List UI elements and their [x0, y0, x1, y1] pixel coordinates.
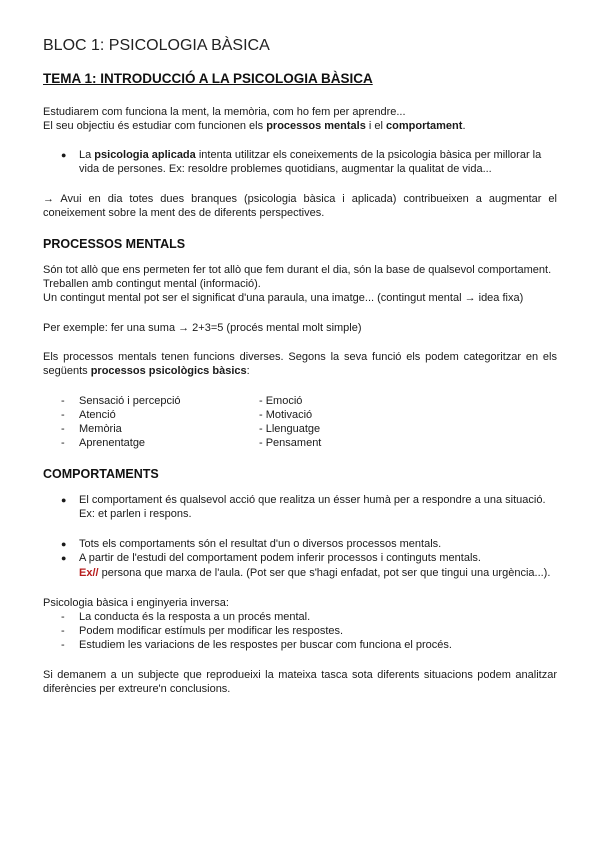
list-item: - Motivació	[259, 409, 313, 421]
list-dash: -	[61, 611, 65, 623]
list-item: - Emoció	[259, 395, 303, 407]
aplicada-text: intenta utilitzar els coneixements de la psicologia bàsica per millorar la	[195, 149, 542, 161]
processos-heading: PROCESSOS MENTALS	[43, 237, 186, 251]
comportaments-b2: Tots els comportaments són el resultat d'un o diversos processos mentals.	[79, 538, 442, 550]
arrow-para-line-2: coneixement sobre la ment des de diferents perspectives.	[43, 207, 325, 219]
enginyeria-item: Podem modificar estímuls per modificar les respostes.	[79, 625, 344, 637]
list-item: - Pensament	[259, 437, 322, 449]
list-dash: -	[61, 395, 65, 407]
processos-p1-line-3: Un contingut mental pot ser el significat d'una paraula, una imatge... (contingut mental → idea fixa)	[43, 292, 524, 304]
comportaments-b3-line-1: A partir de l'estudi del comportament podem inferir processos i continguts mentals.	[79, 552, 481, 564]
processos-p1-line-2: Treballen amb contingut mental (informació).	[43, 278, 261, 290]
final-line-2: diferències per extreure'n conclusions.	[43, 683, 231, 695]
example-marker: Ex//	[79, 567, 99, 579]
aplicada-line-2: vida de persones. Ex: resoldre problemes quotidians, augmentar la qualitat de vida...	[79, 163, 492, 175]
processos-p2-line-1: Els processos mentals tenen funcions diverses. Segons la seva funció els podem categoritzar en els	[43, 351, 557, 363]
processos-p2-line-2	[43, 364, 250, 379]
comportaments-b3-line-2	[79, 566, 550, 581]
bullet-icon: ●	[61, 495, 67, 505]
list-dash: -	[61, 409, 65, 421]
bullet-icon: ●	[61, 553, 67, 563]
list-dash: -	[61, 437, 65, 449]
intro-bold-processos: processos mentals	[266, 120, 366, 132]
comportaments-b1-line-1: El comportament és qualsevol acció que realitza un ésser humà per a respondre a una situació.	[79, 494, 546, 506]
processos-text: següents	[43, 365, 91, 377]
intro-text: El seu objectiu és estudiar com funcionen els	[43, 120, 267, 132]
list-dash: -	[61, 423, 65, 435]
list-dash: -	[61, 639, 65, 651]
intro-line-2	[43, 119, 466, 134]
list-item: - Llenguatge	[259, 423, 321, 435]
bullet-icon: ●	[61, 150, 67, 160]
comportaments-b1-line-2: Ex: et parlen i respons.	[79, 508, 192, 520]
enginyeria-title: Psicologia bàsica i enginyeria inversa:	[43, 597, 229, 609]
comportaments-heading: COMPORTAMENTS	[43, 467, 159, 481]
comportaments-text: persona que marxa de l'aula. (Pot ser que s'hagi enfadat, pot ser que tingui una urgència...).	[98, 567, 551, 579]
processos-p1-line-1: Són tot allò que ens permeten fer tot allò que fem durant el dia, són la base de qualsevol comportament.	[43, 264, 552, 276]
processos-example: Per exemple: fer una suma → 2+3=5 (procés mental molt simple)	[43, 322, 362, 334]
aplicada-text: La	[79, 149, 95, 161]
list-item: Aprenentatge	[79, 437, 146, 449]
list-item: Sensació i percepció	[79, 395, 181, 407]
bloc-title: BLOC 1: PSICOLOGIA BÀSICA	[43, 37, 270, 54]
list-item: Atenció	[79, 409, 116, 421]
processos-bold: processos psicològics bàsics	[90, 365, 247, 377]
intro-bold-comportament: comportament	[386, 120, 463, 132]
intro-text: .	[462, 120, 466, 132]
enginyeria-item: La conducta és la resposta a un procés mental.	[79, 611, 311, 623]
tema-title: TEMA 1: INTRODUCCIÓ A LA PSICOLOGIA BÀSICA	[43, 71, 373, 86]
bullet-icon: ●	[61, 539, 67, 549]
intro-line-1: Estudiarem com funciona la ment, la memòria, com ho fem per aprendre...	[43, 106, 406, 118]
enginyeria-item: Estudiem les variacions de les respostes per buscar com funciona el procés.	[79, 639, 452, 651]
processos-text: :	[246, 365, 250, 377]
aplicada-bold: psicologia aplicada	[94, 149, 196, 161]
list-dash: -	[61, 625, 65, 637]
final-line-1: Si demanem a un subjecte que reprodueixi la mateixa tasca sota diferents situacions podem analitzar	[43, 669, 557, 681]
list-item: Memòria	[79, 423, 122, 435]
intro-text: i el	[365, 120, 387, 132]
aplicada-line-1	[79, 148, 541, 163]
arrow-para-line-1: → Avui en dia totes dues branques (psicologia bàsica i aplicada) contribueixen a augmentar el	[43, 193, 557, 205]
